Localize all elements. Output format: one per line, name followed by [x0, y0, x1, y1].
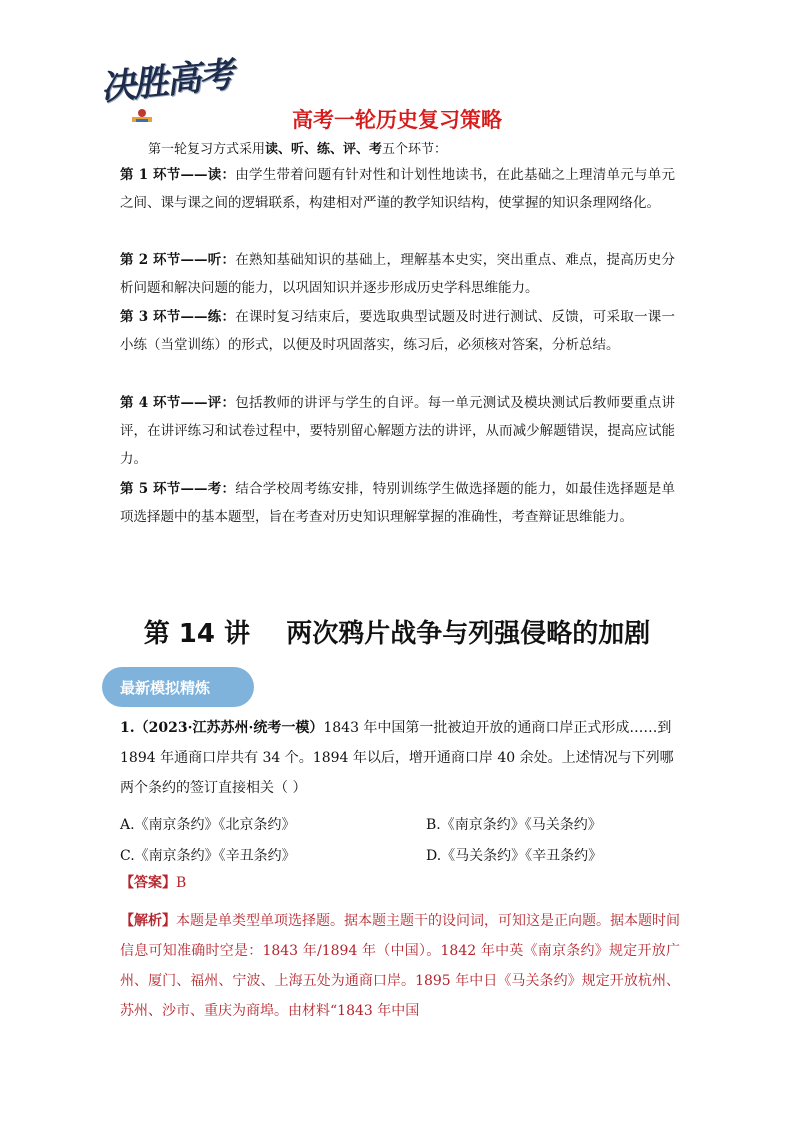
step-4 [120, 389, 675, 473]
step-1 [120, 161, 675, 217]
analysis-label: 【解析】 [120, 913, 176, 929]
section-badge-label: 最新模拟精炼 [120, 679, 211, 697]
intro-bold: 读、听、练、评、考 [265, 142, 383, 157]
intro-prefix: 第一轮复习方式采用 [148, 142, 266, 157]
step-text: 包括教师的讲评与学生的自评。每一单元测试及模块测试后教师要重点讲评，在讲评练习和试卷过程中，要特别留心解题方法的讲评，从而减少解题错误，提高应试能力。 [120, 395, 676, 467]
strategy-title: 高考一轮历史复习策略 [292, 108, 502, 132]
step-text: 在课时复习结束后，要选取典型试题及时进行测试、反馈，可采取一课一小练（当堂训练）的形式，以便及时巩固落实，练习后，必须核对答案，分析总结。 [120, 309, 676, 353]
option-d: D.《马关条约》《辛丑条约》 [426, 848, 603, 864]
analysis-text: 本题是单类型单项选择题。据本题主题干的设问词，可知这是正向题。据本题时间信息可知准确时空是：1843 年/1894 年（中国）。1842 年中英《南京条约》规定开放广州、厦门、福州、宁波、上海五处为通商口岸。1895 年中日《马关条约》规定开放杭州、苏州、沙市、重庆为商埠。由材料“1843 年中国 [120, 913, 680, 1019]
step-text: 在熟知基础知识的基础上，理解基本史实，突出重点、难点，提高历史分析问题和解决问题的能力，以巩固知识并逐步形成历史学科思维能力。 [120, 252, 676, 296]
question-stem: 1843 年中国第一批被迫开放的通商口岸正式形成……到 1894 年通商口岸共有 34 个。1894 年以后，增开通商口岸 40 余处。上述情况与下列哪两个条约的签订直接相关（ ） [120, 720, 674, 796]
logo-text: 决胜高考 [98, 55, 235, 109]
answer-value: B [176, 875, 187, 891]
step-text: 结合学校周考练安排，特别训练学生做选择题的能力，如最佳选择题是单项选择题中的基本题型，旨在考查对历史知识理解掌握的准确性，考查辩证思维能力。 [120, 481, 676, 525]
step-label: 第 5 环节——考： [120, 481, 236, 497]
question-source: （2023·江苏苏州·统考一模） [134, 720, 324, 736]
question-number: 1. [120, 720, 135, 736]
section-badge [102, 667, 254, 707]
step-label: 第 2 环节——听： [120, 252, 236, 268]
step-2 [120, 246, 675, 302]
answer-label: 【答案】 [120, 875, 176, 891]
analysis [120, 906, 680, 1026]
question-1 [120, 713, 680, 803]
answer-line [120, 872, 186, 892]
step-5 [120, 475, 675, 531]
lecture-title: 第 14 讲 两次鸦片战争与列强侵略的加剧 [143, 619, 651, 649]
option-b: B.《南京条约》《马关条约》 [426, 817, 602, 833]
option-a: A.《南京条约》《北京条约》 [120, 817, 296, 833]
intro-line [148, 138, 447, 157]
intro-suffix: 五个环节： [382, 142, 448, 157]
step-label: 第 4 环节——评： [120, 395, 236, 411]
step-label: 第 3 环节——练： [120, 309, 236, 325]
step-text: 由学生带着问题有针对性和计划性地读书，在此基础之上理清单元与单元之间、课与课之间的逻辑联系，构建相对严谨的教学知识结构，使掌握的知识条理网络化。 [120, 167, 676, 211]
step-label: 第 1 环节——读： [120, 167, 236, 183]
option-c: C.《南京条约》《辛丑条约》 [120, 848, 296, 864]
step-3 [120, 303, 675, 359]
